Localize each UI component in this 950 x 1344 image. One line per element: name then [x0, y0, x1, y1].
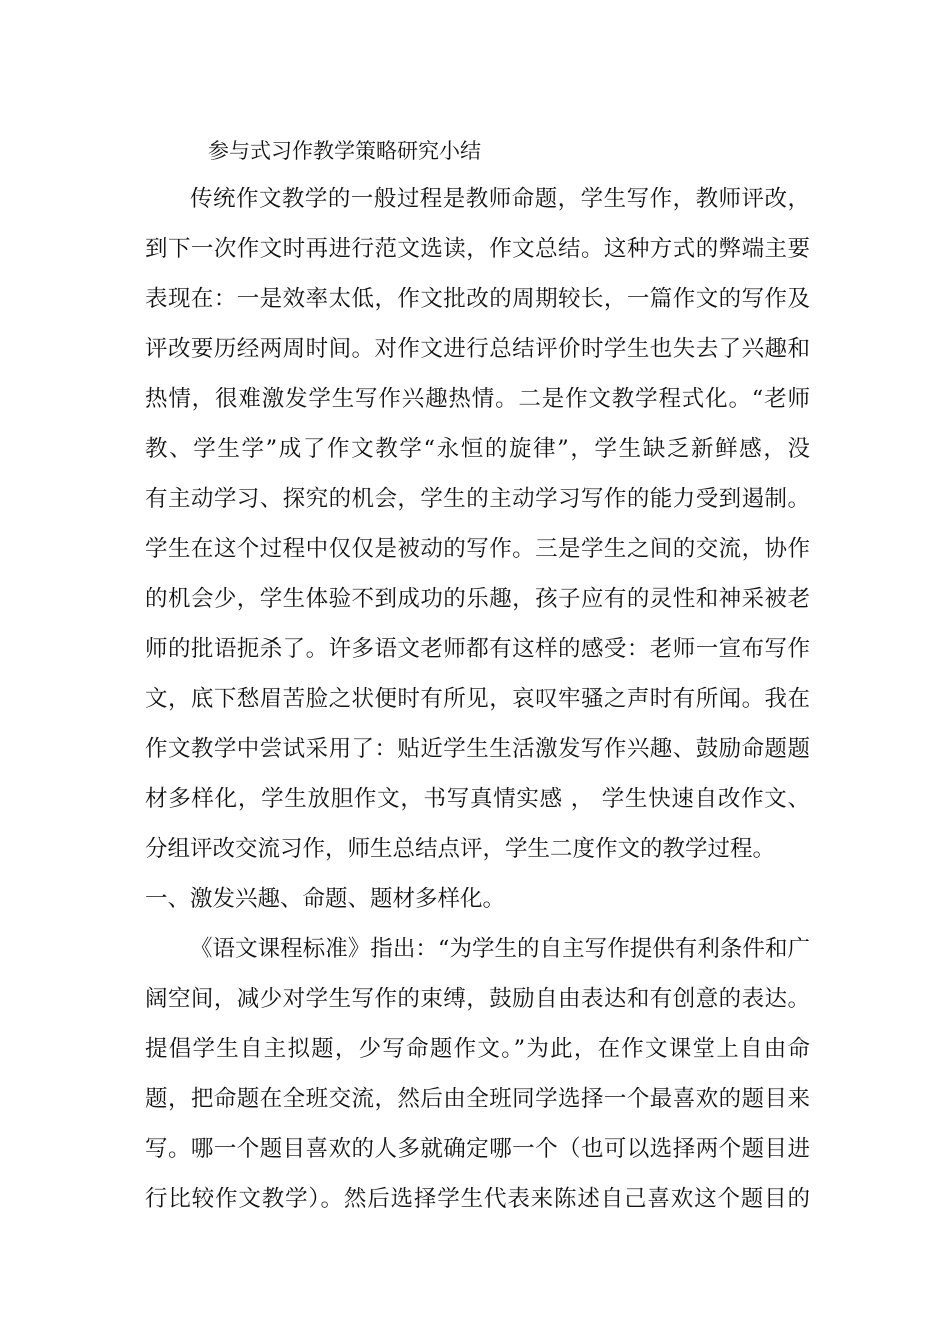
paragraph-line: 作文教学中尝试采用了：贴近学生生活激发写作兴趣、鼓励命题题 — [145, 736, 810, 762]
paragraph-line: 文，底下愁眉苦脸之状便时有所见，哀叹牢骚之声时有所闻。我在 — [145, 686, 810, 712]
paragraph-line: 教、学生学”成了作文教学“永恒的旋律”，学生缺乏新鲜感，没 — [145, 436, 810, 462]
paragraph-line: 评改要历经两周时间。对作文进行总结评价时学生也失去了兴趣和 — [145, 336, 810, 362]
paragraph-line: 材多样化，学生放胆作文，书写真情实感 ， 学生快速自改作文、 — [145, 786, 810, 812]
paragraph-line: 写。哪一个题目喜欢的人多就确定哪一个（也可以选择两个题目进 — [145, 1136, 810, 1162]
paragraph-line: 提倡学生自主拟题，少写命题作文。”为此，在作文课堂上自由命 — [145, 1036, 810, 1062]
paragraph-line: 《语文课程标准》指出：“为学生的自主写作提供有利条件和广 — [190, 936, 810, 962]
paragraph-line: 有主动学习、探究的机会，学生的主动学习写作的能力受到遏制。 — [145, 486, 810, 512]
paragraph-line: 行比较作文教学）。然后选择学生代表来陈述自己喜欢这个题目的 — [145, 1186, 810, 1212]
paragraph-line: 学生在这个过程中仅仅是被动的写作。三是学生之间的交流，协作 — [145, 536, 810, 562]
paragraph-line: 师的批语扼杀了。许多语文老师都有这样的感受：老师一宣布写作 — [145, 636, 810, 662]
section-heading: 一、激发兴趣、命题、题材多样化。 — [145, 886, 506, 912]
paragraph-line: 表现在：一是效率太低，作文批改的周期较长，一篇作文的写作及 — [145, 286, 810, 312]
paragraph-line: 分组评改交流习作，师生总结点评，学生二度作文的教学过程。 — [145, 836, 776, 862]
document-title: 参与式习作教学策略研究小结 — [208, 139, 481, 163]
paragraph-line: 题，把命题在全班交流，然后由全班同学选择一个最喜欢的题目来 — [145, 1086, 810, 1112]
paragraph-line: 到下一次作文时再进行范文选读，作文总结。这种方式的弊端主要 — [145, 236, 810, 262]
paragraph-line: 的机会少，学生体验不到成功的乐趣，孩子应有的灵性和神采被老 — [145, 586, 810, 612]
paragraph-line: 热情，很难激发学生写作兴趣热情。二是作文教学程式化。“老师 — [145, 386, 810, 412]
paragraph-line: 阔空间，减少对学生写作的束缚，鼓励自由表达和有创意的表达。 — [145, 986, 810, 1012]
paragraph-line: 传统作文教学的一般过程是教师命题，学生写作，教师评改， — [190, 186, 810, 212]
